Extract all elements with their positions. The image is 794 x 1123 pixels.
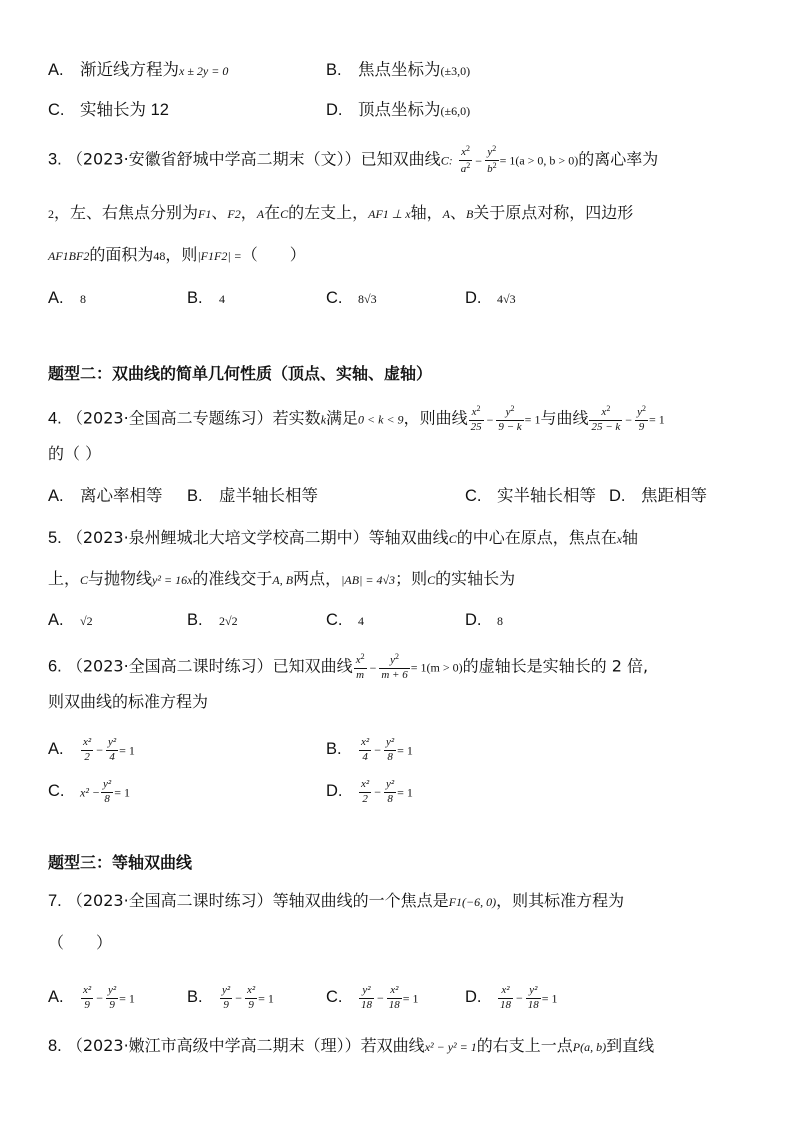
q3-fraction-x: $\frac{x^2}{a^2}$	[460, 144, 471, 175]
q7-option-b: B. $\frac{\text{y²}}{9}$ − $\frac{\text{x²}}{9}$ = 1	[187, 984, 274, 1011]
q3-line-1: 3. （2023·安徽省舒城中学高二期末（文））已知双曲线C: $\frac{x^2}{a^2}$ − $\frac{y^2}{b^2}$ = 1(a > 0, b > 0)的离心率为	[48, 144, 659, 175]
q2-option-a: A. 渐近线方程为x ± 2y = 0	[48, 61, 229, 79]
q5-line-2: 上，C与抛物线y² = 16x的准线交于A, B两点，|AB| = 4√3；则C的实轴长为	[48, 569, 516, 588]
q5-source: （2023·泉州鲤城北大培文学校高二期中）	[66, 528, 369, 547]
q5-option-d: D. 8	[465, 611, 503, 629]
q3-line-2: 2，左、右焦点分别为F1、F2，A在C的左支上，AF1 ⊥ x轴，A、B关于原点对称，四边形	[48, 203, 634, 222]
q6-line-2: 则双曲线的标准方程为	[48, 692, 209, 711]
q7-option-a: A. $\frac{\text{x²}}{9}$ − $\frac{\text{y²}}{9}$ = 1	[48, 984, 135, 1011]
q5-line-1: 5. （2023·泉州鲤城北大培文学校高二期中）等轴双曲线C的中心在原点，焦点在x轴	[48, 528, 639, 547]
q8-source: （2023·嫩江市高级中学高二期末（理））	[66, 1036, 361, 1055]
q3-option-d: D. 4√3	[465, 289, 516, 307]
section-heading-2: 题型二：双曲线的简单几何性质（顶点、实轴、虚轴）	[48, 364, 433, 383]
q4-source: （2023·全国高二专题练习）	[66, 408, 273, 428]
q7-source: （2023·全国高二课时练习）	[66, 891, 273, 910]
q2-option-c: C. 实轴长为 12	[48, 101, 169, 119]
q6-option-d: D. $\frac{\text{x²}}{2}$ − $\frac{\text{y²}}{8}$ = 1	[326, 778, 413, 805]
q4-option-a: A. 离心率相等	[48, 487, 163, 505]
section-heading-3: 题型三：等轴双曲线	[48, 853, 193, 872]
q3-source: （2023·安徽省舒城中学高二期末（文））	[66, 149, 361, 169]
q4-option-b: B. 虚半轴长相等	[187, 487, 318, 505]
q2-option-b: B. 焦点坐标为(±3,0)	[326, 61, 471, 79]
q6-line-1: 6. （2023·全国高二课时练习）已知双曲线 $\frac{x^2}{m}$ − $\frac{y^2}{m + 6}$ = 1(m > 0)的虚轴长是实轴长的 2 倍,	[48, 652, 649, 681]
q5-option-c: C. 4	[326, 611, 364, 629]
q5-option-a: A. √2	[48, 611, 93, 629]
q4-line-1: 4. （2023·全国高二专题练习）若实数k满足0 < k < 9，则曲线 $\frac{x^2}{25}$ − $\frac{y^2}{9 - k}$ = 1与曲线 $\frac{x^2}{25 - k}$ − $\frac{y^2}{9}$ = 1	[48, 404, 665, 433]
q5-option-b: B. 2√2	[187, 611, 238, 629]
q7-line-2: （ ）	[48, 933, 113, 952]
q3-option-a: A. 8	[48, 289, 86, 307]
q7-option-d: D. $\frac{\text{x²}}{18}$ − $\frac{\text{y²}}{18}$ = 1	[465, 984, 558, 1011]
q3-line-3: AF1BF2的面积为48，则|F1F2| =（ ）	[48, 245, 306, 264]
q6-option-c: C. x² − $\frac{\text{y²}}{8}$ = 1	[48, 778, 130, 805]
q8-line-1: 8. （2023·嫩江市高级中学高二期末（理））若双曲线x² − y² = 1的右支上一点P(a, b)到直线	[48, 1036, 655, 1055]
q4-line-2: 的（ ）	[48, 444, 102, 463]
q7-line-1: 7. （2023·全国高二课时练习）等轴双曲线的一个焦点是F1(−6, 0)，则其标准方程为	[48, 891, 625, 910]
q6-option-b: B. $\frac{\text{x²}}{4}$ − $\frac{\text{y²}}{8}$ = 1	[326, 736, 413, 763]
q3-fraction-y: $\frac{y^2}{b^2}$	[487, 144, 497, 175]
q6-source: （2023·全国高二课时练习）	[66, 656, 273, 676]
q4-option-d: D. 焦距相等	[609, 487, 707, 505]
q6-option-a: A. $\frac{\text{x²}}{2}$ − $\frac{\text{y²}}{4}$ = 1	[48, 736, 135, 763]
q2-option-d: D. 顶点坐标为(±6,0)	[326, 101, 471, 119]
q3-option-b: B. 4	[187, 289, 225, 307]
q7-option-c: C. $\frac{\text{y²}}{18}$ − $\frac{\text{x²}}{18}$ = 1	[326, 984, 419, 1011]
q3-option-c: C. 8√3	[326, 289, 377, 307]
q4-option-c: C. 实半轴长相等	[465, 487, 596, 505]
